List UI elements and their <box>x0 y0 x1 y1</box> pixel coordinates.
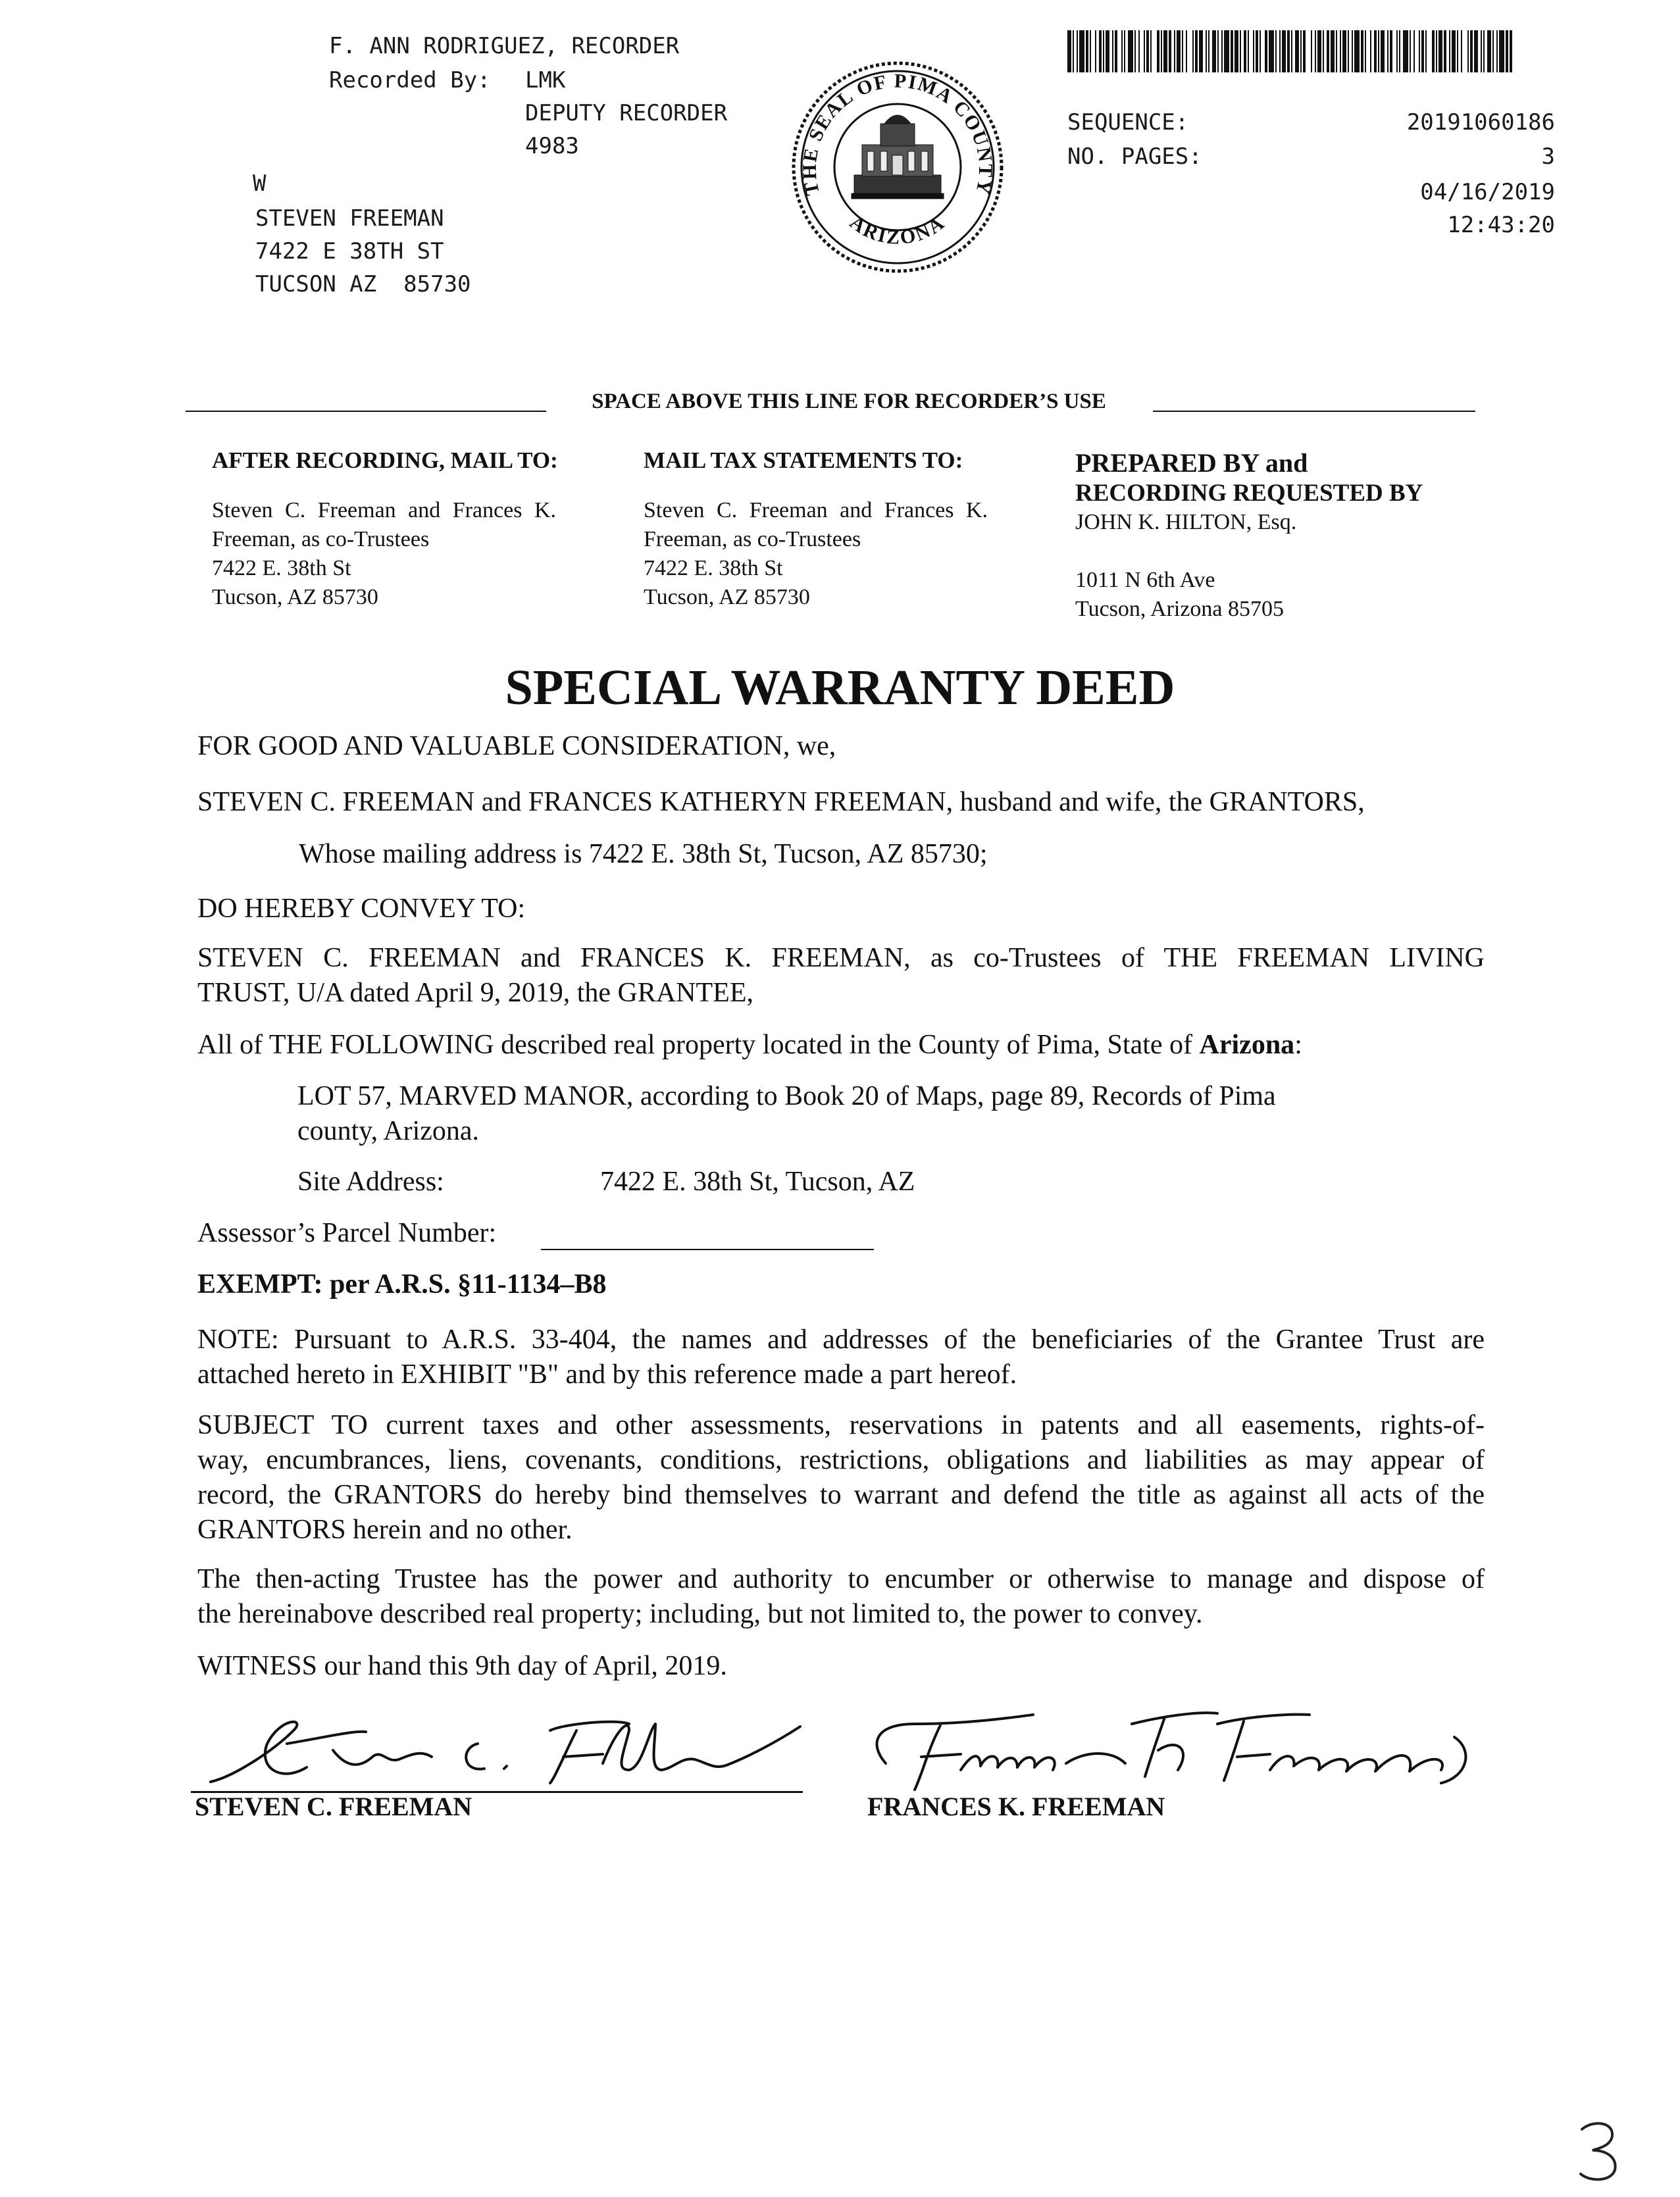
sequence-label: SEQUENCE: <box>1067 109 1189 136</box>
grantors-clause: STEVEN C. FREEMAN and FRANCES KATHERYN FREEMAN, husband and wife, the GRANTORS, <box>197 787 1365 817</box>
barcode-bar <box>1256 30 1258 72</box>
barcode-bar <box>1315 30 1316 72</box>
record-date: 04/16/2019 <box>1420 179 1555 205</box>
mail-to-line1: Steven C. Freeman and Frances K. <box>212 498 557 522</box>
barcode-bar <box>1282 30 1286 72</box>
sequence-value: 20191060186 <box>1406 109 1555 136</box>
apn-label: Assessor’s Parcel Number: <box>197 1218 497 1248</box>
barcode-bar <box>1212 30 1216 72</box>
barcode-bar <box>1235 30 1238 72</box>
barcode-bar <box>1195 30 1198 72</box>
barcode-bar <box>1352 30 1353 72</box>
barcode-bar <box>1106 30 1109 72</box>
signature-steven <box>195 1704 813 1796</box>
barcode-bar <box>1103 30 1104 72</box>
preparer-street: 1011 N 6th Ave <box>1075 568 1215 592</box>
barcode-bar <box>1199 30 1203 72</box>
barcode-bar <box>1387 30 1388 72</box>
barcode-bar <box>1287 30 1290 72</box>
barcode-bar <box>1090 30 1091 72</box>
barcode-bar <box>1381 30 1385 72</box>
preparer-city: Tucson, Arizona 85705 <box>1075 597 1285 621</box>
witness-clause: WITNESS our hand this 9th day of April, 2019. <box>197 1651 727 1681</box>
signature-frances-graphic <box>849 1698 1494 1796</box>
note-line1: NOTE: Pursuant to A.R.S. 33-404, the names and addresses of the beneficiaries of the Grantee Trust are <box>197 1325 1485 1355</box>
barcode-graphic <box>1067 30 1512 72</box>
grantee-line1: STEVEN C. FREEMAN and FRANCES K. FREEMAN, as co-Trustees of THE FREEMAN LIVING <box>197 943 1485 973</box>
barcode-bar <box>1449 30 1450 72</box>
trustee-power-clause <box>197 1562 1485 1632</box>
mail-to-title: AFTER RECORDING, MAIL TO: <box>212 447 558 473</box>
tax-statements-line2: Freeman, as co-Trustees <box>644 527 861 551</box>
barcode-bar <box>1150 30 1152 72</box>
barcode-bar <box>1192 30 1194 72</box>
barcode-bar <box>1378 30 1379 72</box>
grantee-line2: TRUST, U/A dated April 9, 2019, the GRANTEE, <box>197 978 753 1008</box>
barcode-bar <box>1157 30 1159 72</box>
note-clause <box>197 1323 1485 1392</box>
barcode-bar <box>1077 30 1078 72</box>
deed-title: SPECIAL WARRANTY DEED <box>505 660 1175 715</box>
barcode-bar <box>1221 30 1223 72</box>
trustee-line2: the hereinabove described real property; including, but not limited to, the power to convey. <box>197 1599 1203 1629</box>
note-line2: attached hereto in EXHIBIT "B" and by this reference made a part hereof. <box>197 1359 1017 1390</box>
barcode-bar <box>1438 30 1442 72</box>
barcode-bar <box>1112 30 1113 72</box>
barcode-bar <box>1231 30 1233 72</box>
barcode-bar <box>1279 30 1281 72</box>
barcode-bar <box>1161 30 1162 72</box>
property-intro <box>197 1028 1302 1063</box>
barcode-bar <box>1474 30 1478 72</box>
barcode-bar <box>1390 30 1392 72</box>
barcode-bar <box>1327 30 1329 72</box>
barcode-bar <box>1095 30 1096 72</box>
barcode-bar <box>1086 30 1088 72</box>
tax-statements-line3: 7422 E. 38th St <box>644 556 783 580</box>
barcode-bar <box>1177 30 1181 72</box>
barcode-bar <box>1317 30 1321 72</box>
legal-description <box>297 1079 1276 1149</box>
consideration-clause: FOR GOOD AND VALUABLE CONSIDERATION, we, <box>197 731 836 761</box>
barcode-bar <box>1436 30 1437 72</box>
mail-to-line4: Tucson, AZ 85730 <box>212 585 378 609</box>
subject-to-clause <box>197 1408 1485 1548</box>
barcode-bar <box>1253 30 1254 72</box>
exempt-clause: EXEMPT: per A.R.S. §11-1134–B8 <box>197 1269 607 1300</box>
barcode-bar <box>1079 30 1084 72</box>
barcode-bar <box>1115 30 1117 72</box>
barcode-bar <box>1174 30 1175 72</box>
subject-line3: record, the GRANTORS do hereby bind themselves to warrant and defend the title as against all acts of the <box>197 1480 1485 1510</box>
divider-line-right <box>1153 411 1475 412</box>
seal-bottom-text: ARIZONA <box>846 211 950 249</box>
prepared-by-title: PREPARED BY and <box>1075 448 1308 478</box>
convey-clause: DO HEREBY CONVEY TO: <box>197 894 526 924</box>
barcode-bar <box>1331 30 1335 72</box>
prepared-by-column <box>1075 447 1496 624</box>
barcode-bar <box>1348 30 1349 72</box>
barcode-bar <box>1224 30 1229 72</box>
return-city: TUCSON AZ 85730 <box>255 271 471 297</box>
barcode-bar <box>1510 30 1512 72</box>
barcode-bar <box>1410 30 1411 72</box>
barcode-bar <box>1300 30 1302 72</box>
deputy-title: DEPUTY RECORDER <box>525 100 728 126</box>
site-address-label: Site Address: <box>297 1167 444 1197</box>
tax-statements-line1: Steven C. Freeman and Frances K. <box>644 498 988 522</box>
page-number-graphic <box>1573 2117 1625 2183</box>
barcode-bar <box>1452 30 1456 72</box>
barcode-bar <box>1396 30 1398 72</box>
barcode-bar <box>1124 30 1125 72</box>
barcode-bar <box>1275 30 1277 72</box>
barcode-bar <box>1182 30 1183 72</box>
barcode-bar <box>1186 30 1187 72</box>
barcode-bar <box>1311 30 1312 72</box>
barcode-bar <box>1244 30 1246 72</box>
seal-top-text: THE SEAL OF PIMA COUNTY <box>798 70 997 197</box>
trustee-line1: The then-acting Trustee has the power and authority to encumber or otherwise to manage and dispose of <box>197 1564 1485 1594</box>
tax-statements-title: MAIL TAX STATEMENTS TO: <box>644 447 963 473</box>
property-intro-end: : <box>1294 1030 1302 1060</box>
barcode-bar <box>1403 30 1408 72</box>
barcode-bar <box>1265 30 1267 72</box>
barcode-bar <box>1499 30 1504 72</box>
property-intro-state: Arizona <box>1199 1030 1295 1060</box>
recorded-by-label: Recorded By: <box>329 67 491 93</box>
legal-line1: LOT 57, MARVED MANOR, according to Book 20 of Maps, page 89, Records of Pima <box>297 1081 1276 1111</box>
tax-statements-column <box>644 447 1052 612</box>
barcode-bar <box>1506 30 1508 72</box>
barcode-bar <box>1370 30 1371 72</box>
barcode-bar <box>1121 30 1123 72</box>
divider-line-left <box>186 411 546 412</box>
grantee-clause <box>197 941 1485 1011</box>
barcode-bar <box>1487 30 1491 72</box>
subject-line2: way, encumbrances, liens, covenants, conditions, restrictions, obligations and liabilities as may appear of <box>197 1445 1485 1475</box>
barcode-bar <box>1146 30 1149 72</box>
apn-blank-line <box>541 1249 874 1250</box>
barcode-bar <box>1419 30 1420 72</box>
barcode-bar <box>1342 30 1346 72</box>
pages-label: NO. PAGES: <box>1067 143 1202 170</box>
site-address-value: 7422 E. 38th St, Tucson, AZ <box>600 1167 915 1197</box>
barcode-bar <box>1295 30 1299 72</box>
pages-value: 3 <box>1541 143 1555 170</box>
barcode-bar <box>1492 30 1494 72</box>
signer-frances-name: FRANCES K. FREEMAN <box>867 1792 1165 1821</box>
barcode-bar <box>1421 30 1424 72</box>
barcode-bar <box>1444 30 1446 72</box>
county-seal <box>788 58 1007 276</box>
barcode-bar <box>1461 30 1462 72</box>
legal-line2: county, Arizona. <box>297 1116 480 1146</box>
county-seal-graphic <box>788 58 1007 276</box>
barcode-bar <box>1269 30 1274 72</box>
deputy-number: 4983 <box>525 133 579 159</box>
barcode-bar <box>1481 30 1482 72</box>
recorder-name: F. ANN RODRIGUEZ, RECORDER <box>329 33 680 59</box>
barcode-bar <box>1336 30 1337 72</box>
barcode-bar <box>1399 30 1400 72</box>
preparer-name: JOHN K. HILTON, Esq. <box>1075 510 1297 534</box>
barcode-bar <box>1208 30 1209 72</box>
barcode-bar <box>1138 30 1140 72</box>
barcode-bar <box>1240 30 1241 72</box>
signature-steven-graphic <box>195 1704 813 1796</box>
mail-to-column <box>212 447 617 612</box>
barcode-bar <box>1128 30 1133 72</box>
barcode-bar <box>1413 30 1415 72</box>
svg-text:ARIZONA <box>846 211 950 249</box>
handwritten-page-number <box>1573 2117 1625 2183</box>
barcode-bar <box>1099 30 1102 72</box>
grantor-address: Whose mailing address is 7422 E. 38th St, Tucson, AZ 85730; <box>299 839 988 869</box>
code-letter: W <box>253 170 267 197</box>
barcode-bar <box>1457 30 1458 72</box>
barcode-bar <box>1340 30 1341 72</box>
recorded-by-value: LMK <box>525 67 566 93</box>
return-name: STEVEN FREEMAN <box>255 205 444 232</box>
barcode-bar <box>1163 30 1167 72</box>
barcode-bar <box>1354 30 1360 72</box>
recording-requested-by-title: RECORDING REQUESTED BY <box>1075 480 1423 507</box>
tax-statements-line4: Tucson, AZ 85730 <box>644 585 810 609</box>
barcode-bar <box>1361 30 1363 72</box>
return-street: 7422 E 38TH ST <box>255 238 444 265</box>
signature-frances <box>849 1698 1494 1796</box>
recorder-use-divider: SPACE ABOVE THIS LINE FOR RECORDER’S USE <box>592 390 1106 413</box>
subject-line4: GRANTORS herein and no other. <box>197 1515 573 1545</box>
barcode-bar <box>1169 30 1171 72</box>
mail-to-line3: 7422 E. 38th St <box>212 556 351 580</box>
barcode <box>1067 30 1512 72</box>
subject-line1: SUBJECT TO current taxes and other assessments, reservations in patents and all easements, rights-of- <box>197 1410 1485 1440</box>
barcode-bar <box>1467 30 1469 72</box>
barcode-bar <box>1425 30 1427 72</box>
barcode-bar <box>1365 30 1366 72</box>
barcode-bar <box>1432 30 1435 72</box>
mail-to-line2: Freeman, as co-Trustees <box>212 527 430 551</box>
barcode-bar <box>1374 30 1377 72</box>
barcode-bar <box>1470 30 1473 72</box>
barcode-bar <box>1496 30 1498 72</box>
barcode-bar <box>1303 30 1306 72</box>
signer-steven-name: STEVEN C. FREEMAN <box>195 1792 472 1821</box>
barcode-bar <box>1483 30 1485 72</box>
barcode-bar <box>1291 30 1292 72</box>
barcode-bar <box>1067 30 1071 72</box>
barcode-bar <box>1206 30 1207 72</box>
barcode-bar <box>1134 30 1136 72</box>
barcode-bar <box>1144 30 1145 72</box>
record-time: 12:43:20 <box>1447 212 1555 238</box>
property-intro-text: All of THE FOLLOWING described real property located in the County of Pima, State of <box>197 1030 1200 1060</box>
barcode-bar <box>1323 30 1324 72</box>
barcode-bar <box>1073 30 1074 72</box>
barcode-bar <box>1217 30 1219 72</box>
barcode-bar <box>1248 30 1249 72</box>
barcode-bar <box>1260 30 1261 72</box>
